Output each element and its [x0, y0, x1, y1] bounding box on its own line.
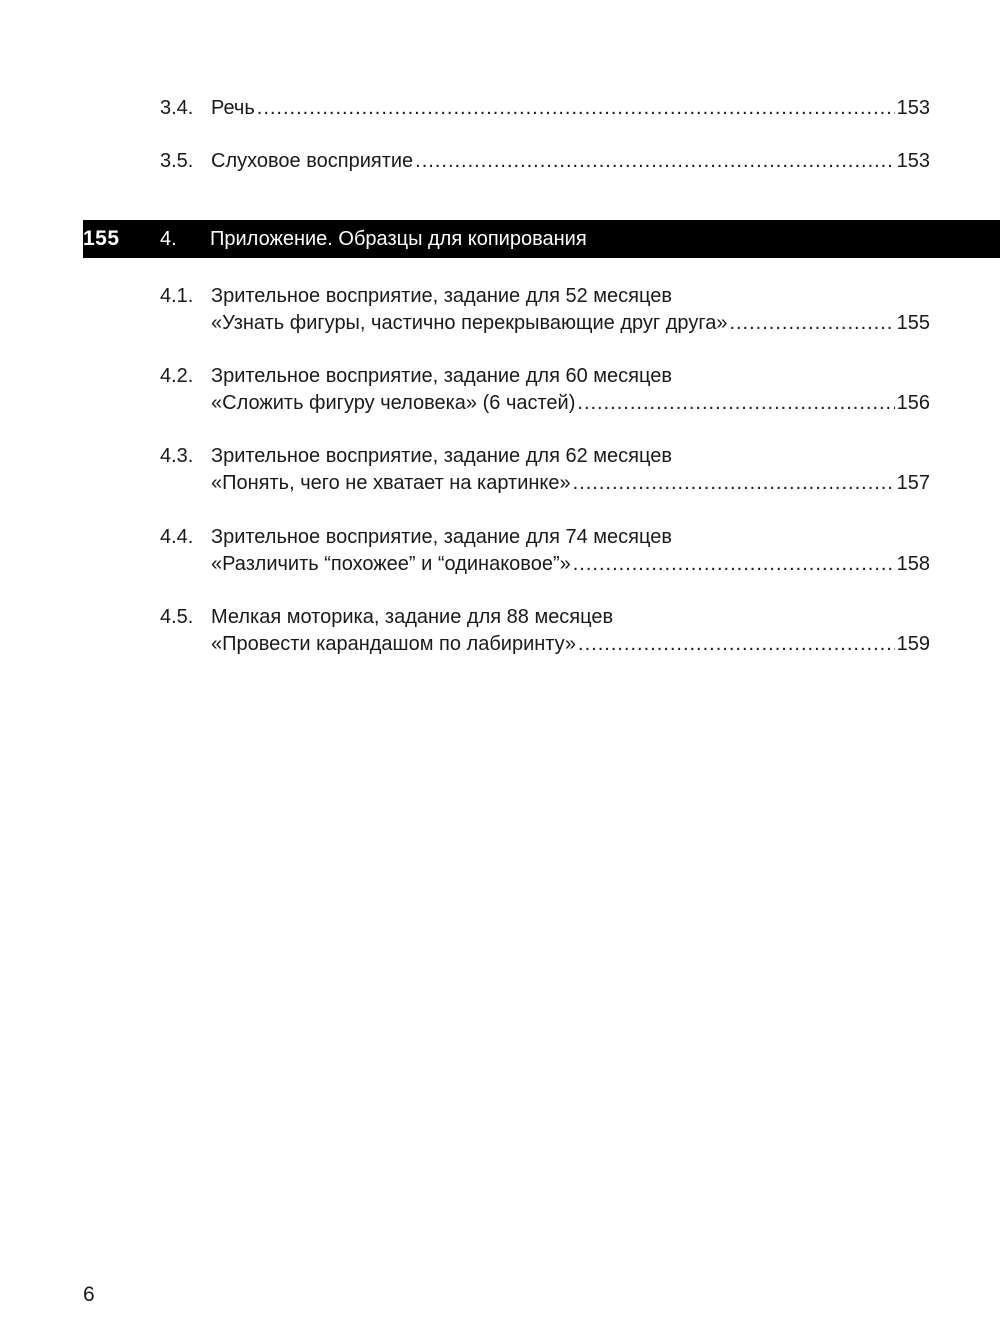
- toc-entry-4-5[interactable]: [160, 604, 930, 658]
- entry-title-line2: «Различить “похожее” и “одинаковое”»: [211, 553, 571, 575]
- toc-entry-4-3[interactable]: [160, 443, 930, 497]
- entry-title-line1: Зрительное восприятие, задание для 52 месяцев: [211, 285, 672, 307]
- entry-title-line2: «Провести карандашом по лабиринту»: [211, 633, 577, 655]
- entry-title-line2: «Сложить фигуру человека» (6 частей): [211, 392, 576, 414]
- dot-leader: [573, 470, 895, 497]
- toc-entry-4-2[interactable]: [160, 363, 930, 417]
- entry-title: Речь: [211, 97, 255, 119]
- entry-title-line1: Мелкая моторика, задание для 88 месяцев: [211, 606, 614, 628]
- entry-title: Слуховое восприятие: [211, 150, 414, 172]
- dot-leader: [415, 148, 894, 175]
- section-number: 4.: [160, 227, 177, 250]
- entry-title-line1: Зрительное восприятие, задание для 60 месяцев: [211, 365, 672, 387]
- entry-number: 4.1.: [160, 285, 194, 307]
- entry-title-line1: Зрительное восприятие, задание для 74 месяцев: [211, 526, 672, 548]
- page-number: 6: [83, 1283, 95, 1306]
- entry-number: 4.5.: [160, 606, 194, 628]
- entry-number: 3.4.: [160, 97, 194, 119]
- dot-leader: [257, 95, 895, 122]
- entry-page: 158: [896, 553, 930, 575]
- toc-entry-3-4[interactable]: [160, 95, 930, 122]
- entry-number: 3.5.: [160, 150, 194, 172]
- entry-title-line2: «Узнать фигуры, частично перекрывающие друг друга»: [211, 312, 728, 334]
- dot-leader: [578, 631, 895, 658]
- entry-page: 156: [896, 392, 930, 414]
- entry-page: 153: [896, 97, 930, 119]
- entry-page: 159: [896, 633, 930, 655]
- entry-page: 153: [896, 150, 930, 172]
- entry-page: 157: [896, 472, 930, 494]
- dot-leader: [729, 310, 894, 337]
- entry-page: 155: [896, 312, 930, 334]
- entry-title-line1: Зрительное восприятие, задание для 62 месяцев: [211, 445, 672, 467]
- toc-entry-4-4[interactable]: [160, 524, 930, 578]
- toc-entry-3-5[interactable]: [160, 148, 930, 175]
- section-page-number: 155: [83, 227, 120, 250]
- entry-number: 4.2.: [160, 365, 194, 387]
- dot-leader: [577, 390, 894, 417]
- entry-number: 4.3.: [160, 445, 194, 467]
- section-title: Приложение. Образцы для копирования: [210, 227, 587, 250]
- section-header-4[interactable]: [83, 220, 1000, 258]
- entry-number: 4.4.: [160, 526, 194, 548]
- toc-entry-4-1[interactable]: [160, 283, 930, 337]
- dot-leader: [573, 551, 895, 578]
- entry-title-line2: «Понять, чего не хватает на картинке»: [211, 472, 571, 494]
